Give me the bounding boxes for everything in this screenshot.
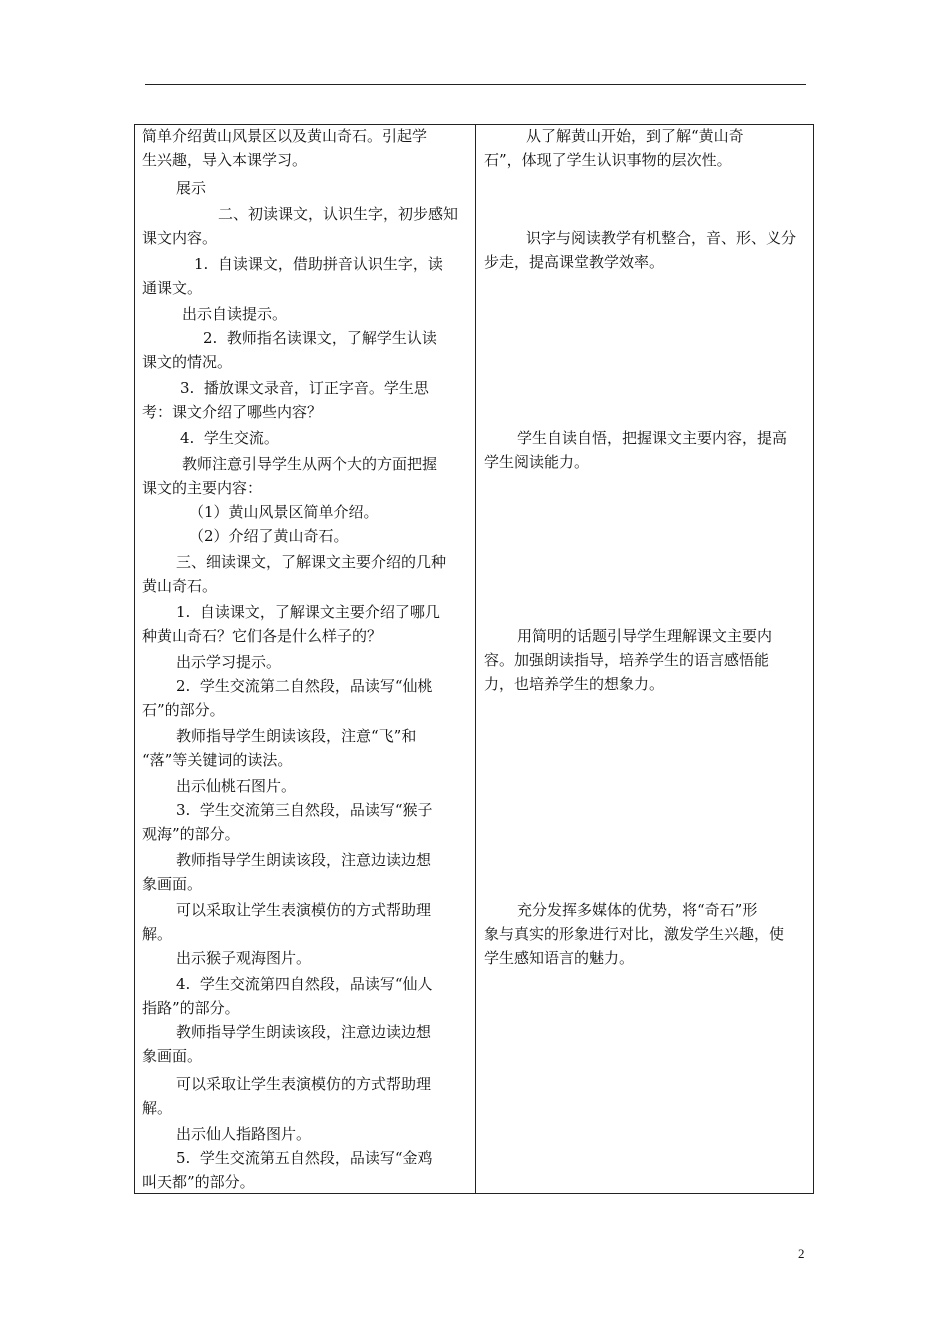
process-line: “落”等关键词的读法。 [142,751,293,769]
process-line: 生兴趣，导入本课学习。 [142,151,308,169]
process-line: 象画面。 [142,875,203,893]
process-line: 通课文。 [142,279,203,297]
process-line: 出示猴子观海图片。 [176,949,312,967]
process-line: 简单介绍黄山风景区以及黄山奇石。引起学 [142,127,428,145]
process-line: 教师注意引导学生从两个大的方面把握 [182,455,438,473]
intent-line: 用简明的话题引导学生理解课文主要内 [517,627,773,645]
process-line: 种黄山奇石？它们各是什么样子的？ [142,627,383,645]
process-line: 5. 学生交流第五自然段，品读写“金鸡 [176,1149,433,1167]
page-number: 2 [798,1246,805,1261]
process-line: 三、细读课文，了解课文主要介绍的几种 [176,553,447,571]
process-line: 1. 自读课文，借助拼音认识生字，读 [194,255,443,273]
process-line: 2. 教师指名读课文，了解学生认读 [203,329,437,347]
intent-line: 充分发挥多媒体的优势，将“奇石”形 [517,901,758,919]
intent-line: 石”，体现了学生认识事物的层次性。 [484,151,732,169]
header-rule [145,84,806,85]
process-line: 象画面。 [142,1047,203,1065]
process-line: 课文内容。 [142,229,218,247]
intent-line: 从了解黄山开始，到了解“黄山奇 [526,127,744,145]
process-line: 考：课文介绍了哪些内容？ [142,403,323,421]
intent-line: 学生自读自悟，把握课文主要内容，提高 [517,429,788,447]
process-line: 可以采取让学生表演模仿的方式帮助理 [176,901,432,919]
process-line: 出示学习提示。 [176,653,282,671]
process-line: 1. 自读课文，了解课文主要介绍了哪几 [176,603,440,621]
process-line: 教师指导学生朗读该段，注意边读边想 [176,1023,432,1041]
process-line: 解。 [142,925,173,943]
process-line: 课文的主要内容： [142,479,263,497]
process-line: 教师指导学生朗读该段，注意边读边想 [176,851,432,869]
process-line: 2. 学生交流第二自然段，品读写“仙桃 [176,677,433,695]
process-line: 解。 [142,1099,173,1117]
process-line: 课文的情况。 [142,353,233,371]
process-line: 3. 播放课文录音，订正字音。学生思 [180,379,429,397]
intent-line: 学生感知语言的魅力。 [484,949,635,967]
process-line: 黄山奇石。 [142,577,218,595]
process-line: 展示 [176,179,207,197]
process-line: 4. 学生交流第四自然段，品读写“仙人 [176,975,433,993]
process-line: 叫天都”的部分。 [142,1173,255,1191]
process-line: 可以采取让学生表演模仿的方式帮助理 [176,1075,432,1093]
process-line: 二、初读课文，认识生字，初步感知 [218,205,459,223]
intent-line: 学生阅读能力。 [484,453,590,471]
column-divider [475,124,476,1194]
process-line: 出示自读提示。 [182,305,288,323]
process-line: 石”的部分。 [142,701,225,719]
process-line: 观海”的部分。 [142,825,240,843]
process-line: （1）黄山风景区简单介绍。 [189,503,379,521]
process-line: 出示仙人指路图片。 [176,1125,312,1143]
intent-line: 识字与阅读教学有机整合，音、形、义分 [526,229,797,247]
intent-line: 象与真实的形象进行对比，激发学生兴趣，使 [484,925,785,943]
process-line: （2）介绍了黄山奇石。 [189,527,349,545]
process-line: 教师指导学生朗读该段，注意“飞”和 [176,727,417,745]
process-line: 出示仙桃石图片。 [176,777,297,795]
intent-line: 容。加强朗读指导，培养学生的语言感悟能 [484,651,770,669]
intent-line: 力，也培养学生的想象力。 [484,675,665,693]
process-line: 4. 学生交流。 [180,429,279,447]
process-line: 指路”的部分。 [142,999,240,1017]
process-line: 3. 学生交流第三自然段，品读写“猴子 [176,801,433,819]
intent-line: 步走，提高课堂教学效率。 [484,253,665,271]
